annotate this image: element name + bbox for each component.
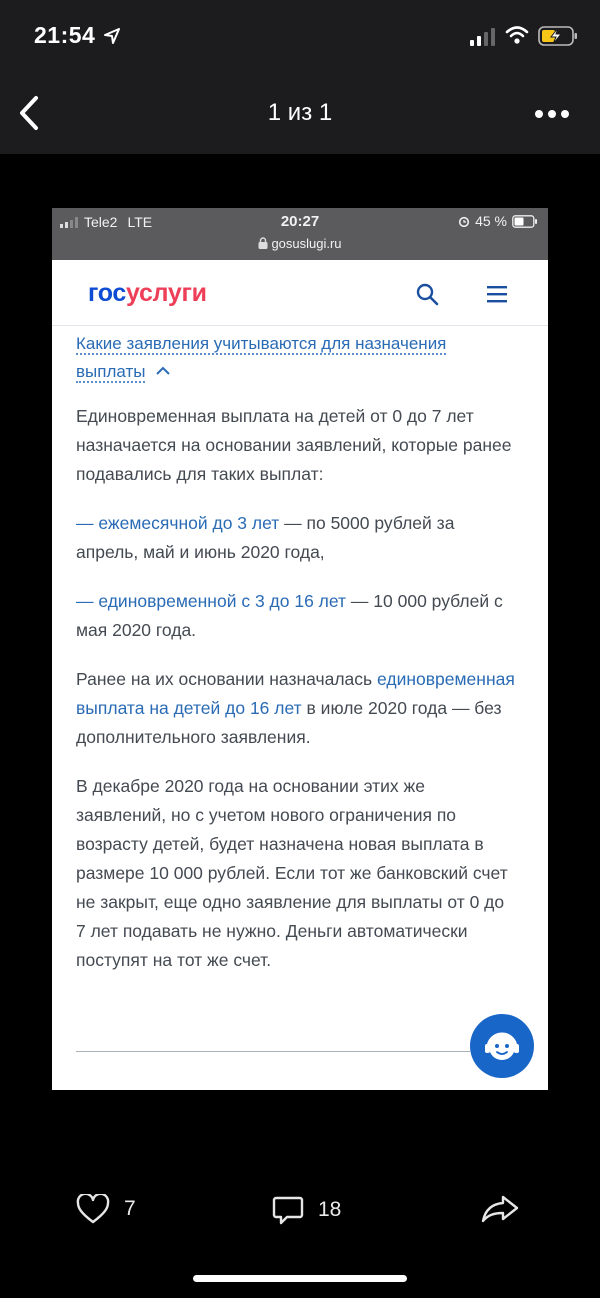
- paragraph-december: В декабре 2020 года на основании этих же заявлений, но с учетом нового ограничения по возрасту детей, будет назначена новая выплата в размере 10 000 рублей. Если тот же банковский счет не закрыт, еще одно заявление для выплаты от 0 до 7 лет подавать не нужно. Деньги автоматически поступят на тот же счет.: [76, 776, 508, 970]
- article-content: [76, 326, 516, 975]
- paragraph-monthly: [76, 509, 516, 567]
- support-assistant-button[interactable]: [470, 1014, 534, 1078]
- attached-screenshot: [52, 208, 548, 1090]
- chevron-up-icon: [155, 366, 171, 376]
- link-monthly-under-3[interactable]: ежемесячной до 3 лет: [98, 513, 280, 533]
- dash: —: [76, 591, 99, 611]
- accordion-header[interactable]: [76, 330, 516, 386]
- lock-icon: [258, 237, 268, 249]
- address-url: gosuslugi.ru: [271, 236, 342, 251]
- status-time: 21:54: [34, 22, 96, 48]
- paragraph-single: [76, 587, 516, 645]
- viewer-nav-bar: [0, 72, 600, 154]
- logo-part-uslugi: услуги: [126, 279, 207, 307]
- address-bar[interactable]: [52, 236, 548, 251]
- battery-charging-icon: [538, 25, 578, 47]
- like-button[interactable]: [76, 1194, 136, 1224]
- divider: [76, 1051, 470, 1052]
- link-payment-under-16[interactable]: единовременная выплата на детей до 16 лет: [76, 669, 515, 718]
- comment-count: 18: [318, 1198, 342, 1221]
- inner-battery-percent: 45 %: [475, 213, 507, 229]
- paragraph-earlier: [76, 665, 516, 752]
- paragraph-monthly-text: — по 5000 рублей за апрель, май и июнь 2020 года,: [76, 513, 455, 562]
- post-actions-bar: [0, 1180, 600, 1240]
- share-button[interactable]: [481, 1194, 519, 1224]
- location-arrow-icon: [104, 28, 120, 44]
- home-indicator: [193, 1275, 407, 1282]
- cellular-signal-icon: [470, 28, 496, 46]
- dash: —: [76, 513, 99, 533]
- inner-status-bar: [52, 208, 548, 260]
- paragraph-single-text: — 10 000 рублей с мая 2020 года.: [76, 591, 503, 640]
- paragraph-intro: Единовременная выплата на детей от 0 до 7 лет назначается на основании заявлений, которые ранее подавались для таких выплат:: [76, 406, 512, 484]
- logo-part-gos: гос: [88, 279, 127, 307]
- alarm-icon: [458, 215, 470, 227]
- share-arrow-icon: [481, 1194, 519, 1224]
- site-header: [52, 260, 548, 326]
- paragraph-earlier-start: Ранее на их основании назначалась: [76, 669, 378, 689]
- link-single-3-to-16[interactable]: единовременной с 3 до 16 лет: [98, 591, 347, 611]
- inner-carrier-name: Tele2: [84, 214, 118, 230]
- wifi-icon: [505, 25, 529, 45]
- inner-battery: [458, 213, 538, 229]
- gosuslugi-logo[interactable]: [88, 279, 207, 308]
- page-counter-title: 1 из 1: [267, 99, 333, 126]
- support-robot-icon: [480, 1024, 524, 1068]
- hamburger-menu-icon[interactable]: [486, 284, 508, 304]
- accordion-title: Какие заявления учитываются для назначения выплаты: [76, 334, 447, 381]
- like-count: 7: [124, 1197, 136, 1220]
- inner-battery-icon: [512, 215, 538, 228]
- heart-icon: [76, 1194, 110, 1224]
- status-bar: [0, 0, 600, 72]
- comment-button[interactable]: [272, 1194, 341, 1226]
- more-options-icon[interactable]: [535, 109, 569, 119]
- paragraph-earlier-rest: в июле 2020 года — без дополнительного заявления.: [76, 698, 502, 747]
- comment-icon: [272, 1194, 304, 1226]
- inner-time: 20:27: [280, 213, 320, 230]
- search-icon[interactable]: [415, 282, 439, 306]
- inner-network-type: LTE: [127, 214, 153, 230]
